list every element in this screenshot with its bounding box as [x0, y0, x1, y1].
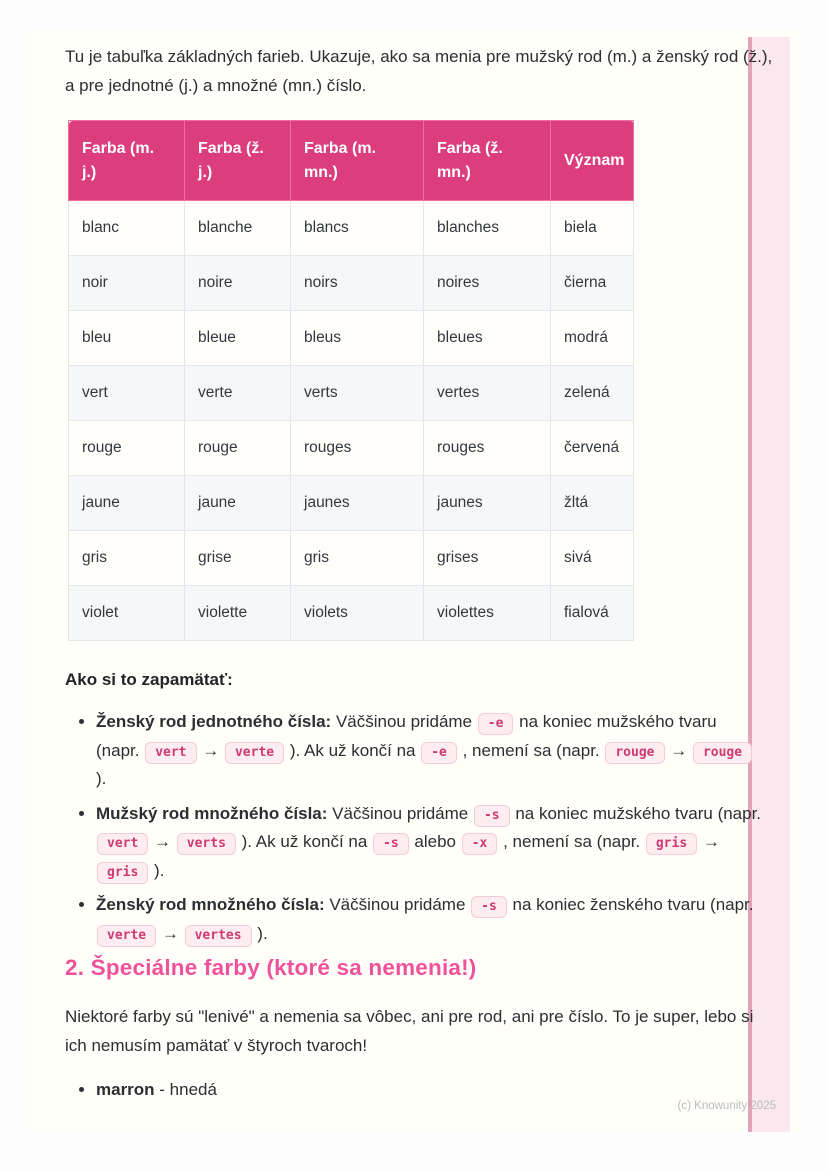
- code-chip: -s: [471, 896, 507, 918]
- code-chip: verte: [97, 925, 156, 947]
- table-header: [69, 121, 634, 201]
- header-cell-farba-z-mn: Farba (ž. mn.): [424, 121, 551, 201]
- inline-text: na koniec mužského tvaru (napr.: [510, 803, 762, 823]
- inline-text: , nemení sa (napr.: [498, 832, 645, 851]
- table-cell: violets: [291, 586, 424, 641]
- inline-text: na koniec mužského tvaru (napr.: [96, 712, 717, 760]
- inline-text: →: [149, 832, 176, 851]
- table-cell: noire: [185, 256, 291, 311]
- table-cell: verte: [185, 366, 291, 421]
- table-cell: blanc: [69, 201, 185, 256]
- colors-table: [68, 120, 634, 641]
- intro-paragraph: Tu je tabuľka základných farieb. Ukazuje, ako sa menia pre mužský rod (m.) a ženský rod (ž.), a pre jednotné (j.) a množné (mn.) číslo.: [65, 47, 773, 95]
- header-cell-farba-z-j: Farba (ž. j.): [185, 121, 291, 201]
- table-cell: blanches: [424, 201, 551, 256]
- table-cell: verts: [291, 366, 424, 421]
- inline-text: ). Ak už končí na: [236, 832, 373, 851]
- table-cell: jaune: [69, 476, 185, 531]
- inline-text: →: [698, 832, 720, 851]
- code-chip: verts: [177, 833, 236, 855]
- inline-text: , nemení sa (napr.: [457, 740, 605, 760]
- inline-text: - hnedá: [154, 1080, 217, 1099]
- code-chip: -x: [462, 833, 498, 855]
- inline-text: →: [197, 740, 224, 760]
- section-paragraph: Niektoré farby sú "lenivé" a nemenia sa vôbec, ani pre rod, ani pre číslo. To je super, lebo si ich nemusím pamätať v štyroch tvaroch!: [65, 1007, 754, 1055]
- table-cell: sivá: [551, 531, 634, 586]
- table-cell: noir: [69, 256, 185, 311]
- code-chip: verte: [225, 742, 284, 764]
- code-chip: -s: [474, 805, 510, 827]
- special-colors-list: [74, 1076, 764, 1104]
- table-cell: vertes: [424, 366, 551, 421]
- table-cell: blancs: [291, 201, 424, 256]
- inline-text: ).: [96, 769, 107, 788]
- bold-text: marron: [96, 1080, 155, 1099]
- code-chip: vertes: [185, 925, 252, 947]
- table-cell: rouges: [291, 421, 424, 476]
- table-row: [69, 421, 634, 476]
- memo-item-feminine-plural: [96, 891, 764, 948]
- table-header-row: [69, 121, 634, 201]
- code-chip: rouge: [605, 742, 664, 764]
- code-chip: gris: [646, 833, 697, 855]
- copyright-watermark: (c) Knowunity 2025: [677, 1100, 776, 1112]
- table-cell: noirs: [291, 256, 424, 311]
- bold-text: Mužský rod množného čísla:: [96, 803, 328, 823]
- table-row: [69, 586, 634, 641]
- inline-text: alebo: [409, 832, 461, 851]
- bold-text: Ženský rod množného čísla:: [96, 895, 325, 914]
- table-cell: violettes: [424, 586, 551, 641]
- table-row: [69, 201, 634, 256]
- table-cell: jaunes: [291, 476, 424, 531]
- table-cell: grises: [424, 531, 551, 586]
- document-page: [28, 30, 800, 1132]
- inline-text: Väčšinou pridáme: [324, 895, 471, 914]
- code-chip: vert: [97, 833, 148, 855]
- inline-text: →: [665, 740, 692, 760]
- section-heading: 2. Špeciálne farby (ktoré sa nemenia!): [65, 955, 477, 980]
- table-cell: biela: [551, 201, 634, 256]
- table-body: [69, 201, 634, 641]
- table-cell: žltá: [551, 476, 634, 531]
- table-cell: rouge: [185, 421, 291, 476]
- table-cell: gris: [69, 531, 185, 586]
- table-row: [69, 256, 634, 311]
- table-cell: čierna: [551, 256, 634, 311]
- code-chip: -e: [421, 742, 457, 764]
- header-cell-vyznam: Význam: [551, 121, 634, 201]
- inline-text: Väčšinou pridáme: [331, 712, 477, 731]
- table-cell: červená: [551, 421, 634, 476]
- memo-item-masculine-plural: [96, 800, 764, 886]
- table-cell: gris: [291, 531, 424, 586]
- code-chip: -s: [373, 833, 409, 855]
- table-cell: jaunes: [424, 476, 551, 531]
- table-cell: bleues: [424, 311, 551, 366]
- inline-text: ). Ak už končí na: [285, 740, 421, 760]
- inline-text: Väčšinou pridáme: [327, 803, 473, 823]
- table-row: [69, 476, 634, 531]
- memo-item-feminine-singular: [96, 708, 764, 794]
- special-color-item-marron: [96, 1076, 764, 1104]
- table-row: [69, 311, 634, 366]
- code-chip: gris: [97, 862, 148, 884]
- table-cell: vert: [69, 366, 185, 421]
- code-chip: -e: [478, 713, 514, 735]
- code-chip: vert: [145, 742, 196, 764]
- table-row: [69, 531, 634, 586]
- inline-text: na koniec ženského tvaru (napr.: [507, 895, 754, 914]
- table-cell: blanche: [185, 201, 291, 256]
- inline-text: ).: [149, 860, 165, 880]
- table-cell: zelená: [551, 366, 634, 421]
- table-cell: noires: [424, 256, 551, 311]
- table-cell: bleus: [291, 311, 424, 366]
- table-cell: modrá: [551, 311, 634, 366]
- header-cell-farba-m-j: Farba (m. j.): [69, 121, 185, 201]
- table-cell: fialová: [551, 586, 634, 641]
- table-cell: rouge: [69, 421, 185, 476]
- memo-title: Ako si to zapamätať:: [65, 670, 233, 689]
- table-cell: rouges: [424, 421, 551, 476]
- table-cell: jaune: [185, 476, 291, 531]
- inline-text: ).: [252, 923, 268, 943]
- code-chip: rouge: [693, 742, 752, 764]
- table-row: [69, 366, 634, 421]
- bold-text: Ženský rod jednotného čísla:: [96, 712, 332, 731]
- table-cell: violet: [69, 586, 185, 641]
- table-cell: grise: [185, 531, 291, 586]
- table-cell: bleu: [69, 311, 185, 366]
- table-cell: bleue: [185, 311, 291, 366]
- inline-text: →: [157, 923, 184, 943]
- table-cell: violette: [185, 586, 291, 641]
- header-cell-farba-m-mn: Farba (m. mn.): [291, 121, 424, 201]
- memo-list: [74, 708, 764, 954]
